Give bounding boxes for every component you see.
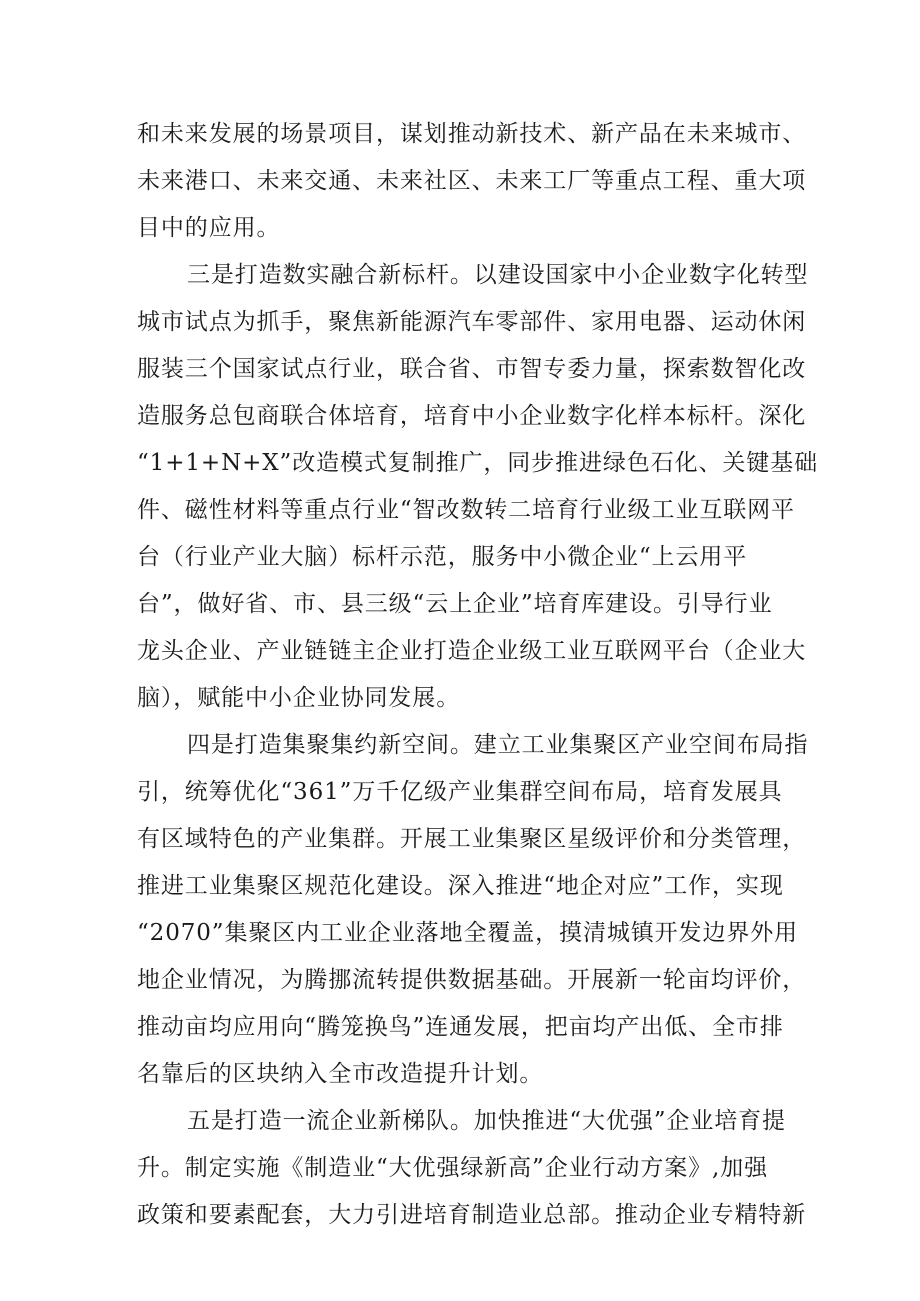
paragraph-2-line-10: 脑），赋能中小企业协同发展。	[137, 685, 461, 711]
paragraph-3-line-5: “2070”集聚区内工业企业落地全覆盖，摸清城镇开发边界外用	[137, 920, 799, 946]
paragraph-1-line-1: 和未来发展的场景项目，谋划推动新技术、新产品在未来城市、	[137, 121, 807, 147]
paragraph-1-line-2: 未来港口、未来交通、未来社区、未来工厂等重点工程、重大项	[137, 168, 807, 194]
paragraph-3-line-1: 四是打造集聚集约新空间。建立工业集聚区产业空间布局指	[187, 732, 809, 758]
paragraph-4-line-3: 政策和要素配套，大力引进培育制造业总部。推动企业专精特新	[137, 1202, 807, 1228]
paragraph-2-line-3: 服装三个国家试点行业，联合省、市智专委力量，探索数智化改	[137, 356, 807, 382]
paragraph-2-line-2: 城市试点为抓手，聚焦新能源汽车零部件、家用电器、运动休闲	[137, 309, 807, 335]
paragraph-4-line-2: 升。制定实施《制造业“大优强绿新高”企业行动方案》,加强	[137, 1155, 769, 1181]
paragraph-3-line-7: 推动亩均应用向“腾笼换鸟”连通发展，把亩均产出低、全市排	[137, 1014, 784, 1040]
paragraph-1-line-3: 目中的应用。	[137, 215, 281, 241]
paragraph-2-line-5: “1+1+N+X”改造模式复制推广，同步推进绿色石化、关键基础	[137, 450, 818, 476]
paragraph-4-line-1: 五是打造一流企业新梯队。加快推进“大优强”企业培育提	[187, 1108, 786, 1134]
paragraph-3-line-2: 引，统筹优化“361”万千亿级产业集群空间布局，培育发展具	[137, 779, 783, 805]
paragraph-3-line-4: 推进工业集聚区规范化建设。深入推进“地企对应”工作，实现	[137, 873, 784, 899]
paragraph-3-line-6: 地企业情况，为腾挪流转提供数据基础。开展新一轮亩均评价，	[137, 967, 807, 993]
paragraph-2-line-1: 三是打造数实融合新标杆。以建设国家中小企业数字化转型	[187, 262, 809, 288]
paragraph-2-line-8: 台”，做好省、市、县三级“云上企业”培育库建设。引导行业	[137, 591, 773, 617]
paragraph-2-line-4: 造服务总包商联合体培育，培育中小企业数字化样本标杆。深化	[137, 403, 807, 429]
paragraph-2-line-6: 件、磁性材料等重点行业“智改数转二培育行业级工业互联网平	[137, 497, 795, 523]
paragraph-3-line-8: 名靠后的区块纳入全市改造提升计划。	[137, 1061, 544, 1087]
paragraph-2-line-9: 龙头企业、产业链链主企业打造企业级工业互联网平台（企业大	[137, 638, 807, 664]
paragraph-3-line-3: 有区域特色的产业集群。开展工业集聚区星级评价和分类管理，	[137, 826, 807, 852]
paragraph-2-line-7: 台（行业产业大脑）标杆示范，服务中小微企业“上云用平	[137, 544, 748, 570]
